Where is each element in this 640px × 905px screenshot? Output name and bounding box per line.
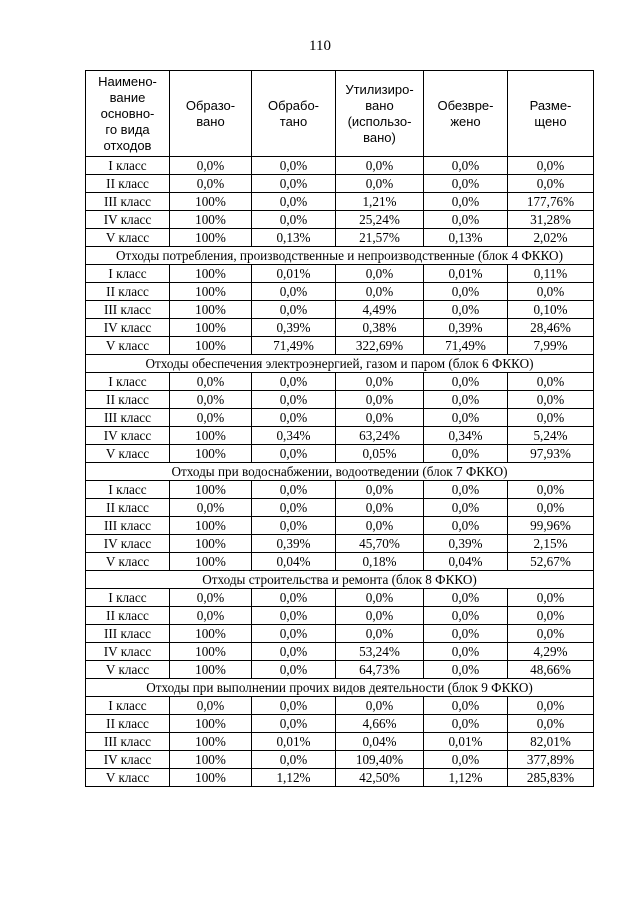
value-cell: 0,0%	[424, 517, 508, 535]
section-title: Отходы потребления, производственные и непроизводственные (блок 4 ФККО)	[86, 247, 594, 265]
value-cell: 0,0%	[252, 751, 336, 769]
value-cell: 0,0%	[252, 175, 336, 193]
hazard-class-cell: V класс	[86, 553, 170, 571]
value-cell: 377,89%	[508, 751, 594, 769]
column-header: Обезвре- жено	[424, 71, 508, 157]
hazard-class-cell: III класс	[86, 193, 170, 211]
value-cell: 0,0%	[424, 175, 508, 193]
section-title: Отходы обеспечения электроэнергией, газом и паром (блок 6 ФККО)	[86, 355, 594, 373]
table-row	[86, 643, 594, 661]
section-row	[86, 679, 594, 697]
value-cell: 0,0%	[424, 499, 508, 517]
value-cell: 0,0%	[336, 697, 424, 715]
value-cell: 0,01%	[252, 265, 336, 283]
value-cell: 0,39%	[424, 535, 508, 553]
value-cell: 0,0%	[508, 283, 594, 301]
hazard-class-cell: II класс	[86, 175, 170, 193]
value-cell: 0,0%	[508, 499, 594, 517]
value-cell: 0,0%	[336, 481, 424, 499]
table-row	[86, 769, 594, 787]
table-row	[86, 589, 594, 607]
value-cell: 0,0%	[252, 661, 336, 679]
table-row	[86, 301, 594, 319]
table-row	[86, 733, 594, 751]
value-cell: 0,0%	[252, 607, 336, 625]
value-cell: 64,73%	[336, 661, 424, 679]
hazard-class-cell: IV класс	[86, 535, 170, 553]
waste-table	[85, 70, 594, 787]
section-title: Отходы при водоснабжении, водоотведении (блок 7 ФККО)	[86, 463, 594, 481]
hazard-class-cell: I класс	[86, 697, 170, 715]
value-cell: 99,96%	[508, 517, 594, 535]
table-row	[86, 265, 594, 283]
value-cell: 0,38%	[336, 319, 424, 337]
table-row	[86, 751, 594, 769]
table-row	[86, 229, 594, 247]
table-header	[86, 71, 594, 157]
hazard-class-cell: I класс	[86, 481, 170, 499]
hazard-class-cell: IV класс	[86, 643, 170, 661]
value-cell: 0,0%	[424, 625, 508, 643]
hazard-class-cell: II класс	[86, 283, 170, 301]
section-row	[86, 571, 594, 589]
value-cell: 100%	[170, 517, 252, 535]
hazard-class-cell: III класс	[86, 301, 170, 319]
value-cell: 100%	[170, 229, 252, 247]
value-cell: 0,0%	[508, 409, 594, 427]
value-cell: 0,18%	[336, 553, 424, 571]
value-cell: 177,76%	[508, 193, 594, 211]
table-row	[86, 625, 594, 643]
value-cell: 0,0%	[424, 481, 508, 499]
value-cell: 0,0%	[424, 373, 508, 391]
value-cell: 285,83%	[508, 769, 594, 787]
value-cell: 0,0%	[252, 643, 336, 661]
header-row	[86, 71, 594, 157]
value-cell: 0,01%	[424, 265, 508, 283]
value-cell: 71,49%	[424, 337, 508, 355]
table-row	[86, 391, 594, 409]
value-cell: 0,0%	[252, 301, 336, 319]
value-cell: 100%	[170, 769, 252, 787]
value-cell: 48,66%	[508, 661, 594, 679]
value-cell: 100%	[170, 265, 252, 283]
value-cell: 0,0%	[170, 175, 252, 193]
column-header: Образо- вано	[170, 71, 252, 157]
value-cell: 100%	[170, 427, 252, 445]
value-cell: 0,0%	[508, 589, 594, 607]
value-cell: 31,28%	[508, 211, 594, 229]
table-row	[86, 553, 594, 571]
value-cell: 7,99%	[508, 337, 594, 355]
value-cell: 0,0%	[508, 157, 594, 175]
value-cell: 0,0%	[336, 625, 424, 643]
value-cell: 0,0%	[508, 697, 594, 715]
value-cell: 1,12%	[252, 769, 336, 787]
section-row	[86, 355, 594, 373]
table-row	[86, 157, 594, 175]
value-cell: 0,0%	[252, 283, 336, 301]
hazard-class-cell: II класс	[86, 607, 170, 625]
value-cell: 0,05%	[336, 445, 424, 463]
value-cell: 0,0%	[424, 409, 508, 427]
value-cell: 100%	[170, 445, 252, 463]
value-cell: 100%	[170, 535, 252, 553]
value-cell: 0,0%	[252, 499, 336, 517]
value-cell: 0,0%	[424, 697, 508, 715]
hazard-class-cell: III класс	[86, 733, 170, 751]
table-row	[86, 715, 594, 733]
value-cell: 322,69%	[336, 337, 424, 355]
value-cell: 0,0%	[170, 589, 252, 607]
value-cell: 0,0%	[336, 175, 424, 193]
hazard-class-cell: I класс	[86, 265, 170, 283]
table-row	[86, 427, 594, 445]
value-cell: 0,0%	[424, 751, 508, 769]
value-cell: 0,0%	[424, 211, 508, 229]
value-cell: 0,0%	[508, 175, 594, 193]
value-cell: 52,67%	[508, 553, 594, 571]
value-cell: 0,0%	[424, 445, 508, 463]
value-cell: 0,0%	[508, 625, 594, 643]
value-cell: 100%	[170, 625, 252, 643]
value-cell: 0,0%	[252, 157, 336, 175]
value-cell: 0,01%	[252, 733, 336, 751]
value-cell: 100%	[170, 319, 252, 337]
value-cell: 0,0%	[424, 643, 508, 661]
hazard-class-cell: III класс	[86, 625, 170, 643]
value-cell: 0,0%	[424, 301, 508, 319]
value-cell: 0,0%	[508, 607, 594, 625]
value-cell: 25,24%	[336, 211, 424, 229]
value-cell: 45,70%	[336, 535, 424, 553]
value-cell: 0,0%	[424, 193, 508, 211]
value-cell: 0,0%	[424, 391, 508, 409]
value-cell: 100%	[170, 733, 252, 751]
value-cell: 97,93%	[508, 445, 594, 463]
value-cell: 0,39%	[252, 319, 336, 337]
value-cell: 28,46%	[508, 319, 594, 337]
value-cell: 42,50%	[336, 769, 424, 787]
value-cell: 100%	[170, 751, 252, 769]
table-row	[86, 283, 594, 301]
column-header: Обрабо- тано	[252, 71, 336, 157]
value-cell: 0,0%	[252, 697, 336, 715]
table-row	[86, 535, 594, 553]
value-cell: 100%	[170, 661, 252, 679]
value-cell: 4,29%	[508, 643, 594, 661]
hazard-class-cell: IV класс	[86, 751, 170, 769]
value-cell: 0,34%	[424, 427, 508, 445]
hazard-class-cell: I класс	[86, 589, 170, 607]
hazard-class-cell: II класс	[86, 499, 170, 517]
value-cell: 63,24%	[336, 427, 424, 445]
value-cell: 0,13%	[424, 229, 508, 247]
value-cell: 0,0%	[508, 715, 594, 733]
value-cell: 100%	[170, 301, 252, 319]
hazard-class-cell: IV класс	[86, 319, 170, 337]
table-row	[86, 661, 594, 679]
value-cell: 0,0%	[170, 499, 252, 517]
value-cell: 0,0%	[336, 157, 424, 175]
hazard-class-cell: V класс	[86, 229, 170, 247]
value-cell: 0,0%	[424, 607, 508, 625]
section-row	[86, 463, 594, 481]
value-cell: 0,0%	[424, 589, 508, 607]
hazard-class-cell: III класс	[86, 409, 170, 427]
value-cell: 0,0%	[336, 409, 424, 427]
value-cell: 0,10%	[508, 301, 594, 319]
value-cell: 0,0%	[424, 715, 508, 733]
value-cell: 0,04%	[336, 733, 424, 751]
hazard-class-cell: V класс	[86, 769, 170, 787]
value-cell: 0,0%	[508, 481, 594, 499]
value-cell: 0,11%	[508, 265, 594, 283]
value-cell: 0,0%	[424, 661, 508, 679]
value-cell: 0,0%	[252, 193, 336, 211]
value-cell: 21,57%	[336, 229, 424, 247]
value-cell: 0,0%	[424, 157, 508, 175]
value-cell: 0,0%	[170, 409, 252, 427]
value-cell: 0,0%	[252, 391, 336, 409]
value-cell: 0,0%	[252, 445, 336, 463]
value-cell: 0,0%	[170, 391, 252, 409]
value-cell: 0,34%	[252, 427, 336, 445]
hazard-class-cell: III класс	[86, 517, 170, 535]
value-cell: 100%	[170, 643, 252, 661]
column-header: Утилизиро- вано (использо- вано)	[336, 71, 424, 157]
table-row	[86, 697, 594, 715]
table-row	[86, 445, 594, 463]
value-cell: 0,01%	[424, 733, 508, 751]
value-cell: 100%	[170, 553, 252, 571]
value-cell: 0,0%	[336, 589, 424, 607]
value-cell: 5,24%	[508, 427, 594, 445]
value-cell: 0,39%	[424, 319, 508, 337]
table-row	[86, 373, 594, 391]
value-cell: 71,49%	[252, 337, 336, 355]
hazard-class-cell: II класс	[86, 391, 170, 409]
value-cell: 0,0%	[252, 625, 336, 643]
value-cell: 0,13%	[252, 229, 336, 247]
value-cell: 0,0%	[508, 373, 594, 391]
hazard-class-cell: I класс	[86, 373, 170, 391]
hazard-class-cell: V класс	[86, 661, 170, 679]
value-cell: 0,0%	[424, 283, 508, 301]
table-row	[86, 193, 594, 211]
table-row	[86, 211, 594, 229]
hazard-class-cell: IV класс	[86, 211, 170, 229]
value-cell: 100%	[170, 337, 252, 355]
value-cell: 0,0%	[252, 715, 336, 733]
table-row	[86, 517, 594, 535]
value-cell: 109,40%	[336, 751, 424, 769]
section-title: Отходы строительства и ремонта (блок 8 ФККО)	[86, 571, 594, 589]
value-cell: 2,15%	[508, 535, 594, 553]
value-cell: 0,0%	[336, 499, 424, 517]
value-cell: 4,66%	[336, 715, 424, 733]
value-cell: 1,12%	[424, 769, 508, 787]
table-row	[86, 499, 594, 517]
column-header: Разме- щено	[508, 71, 594, 157]
value-cell: 0,39%	[252, 535, 336, 553]
value-cell: 4,49%	[336, 301, 424, 319]
value-cell: 100%	[170, 283, 252, 301]
value-cell: 0,0%	[252, 409, 336, 427]
table-row	[86, 481, 594, 499]
value-cell: 0,0%	[336, 265, 424, 283]
table-row	[86, 337, 594, 355]
section-title: Отходы при выполнении прочих видов деятельности (блок 9 ФККО)	[86, 679, 594, 697]
value-cell: 100%	[170, 481, 252, 499]
value-cell: 0,0%	[336, 607, 424, 625]
page-number: 110	[309, 38, 331, 54]
value-cell: 100%	[170, 211, 252, 229]
table-row	[86, 607, 594, 625]
value-cell: 0,0%	[252, 517, 336, 535]
value-cell: 100%	[170, 193, 252, 211]
hazard-class-cell: IV класс	[86, 427, 170, 445]
value-cell: 0,0%	[336, 283, 424, 301]
value-cell: 0,0%	[252, 589, 336, 607]
value-cell: 0,0%	[170, 697, 252, 715]
hazard-class-cell: V класс	[86, 445, 170, 463]
value-cell: 100%	[170, 715, 252, 733]
value-cell: 1,21%	[336, 193, 424, 211]
value-cell: 0,0%	[252, 211, 336, 229]
value-cell: 0,0%	[336, 373, 424, 391]
value-cell: 0,0%	[508, 391, 594, 409]
value-cell: 0,0%	[170, 607, 252, 625]
value-cell: 0,04%	[252, 553, 336, 571]
section-row	[86, 247, 594, 265]
value-cell: 0,0%	[336, 517, 424, 535]
column-header: Наимено- вание основно- го вида отходов	[86, 71, 170, 157]
value-cell: 0,04%	[424, 553, 508, 571]
value-cell: 0,0%	[170, 373, 252, 391]
table-row	[86, 319, 594, 337]
hazard-class-cell: II класс	[86, 715, 170, 733]
value-cell: 0,0%	[336, 391, 424, 409]
value-cell: 53,24%	[336, 643, 424, 661]
value-cell: 0,0%	[252, 481, 336, 499]
value-cell: 82,01%	[508, 733, 594, 751]
table-row	[86, 175, 594, 193]
value-cell: 0,0%	[252, 373, 336, 391]
hazard-class-cell: V класс	[86, 337, 170, 355]
hazard-class-cell: I класс	[86, 157, 170, 175]
value-cell: 2,02%	[508, 229, 594, 247]
value-cell: 0,0%	[170, 157, 252, 175]
table-row	[86, 409, 594, 427]
table-body	[86, 157, 594, 787]
